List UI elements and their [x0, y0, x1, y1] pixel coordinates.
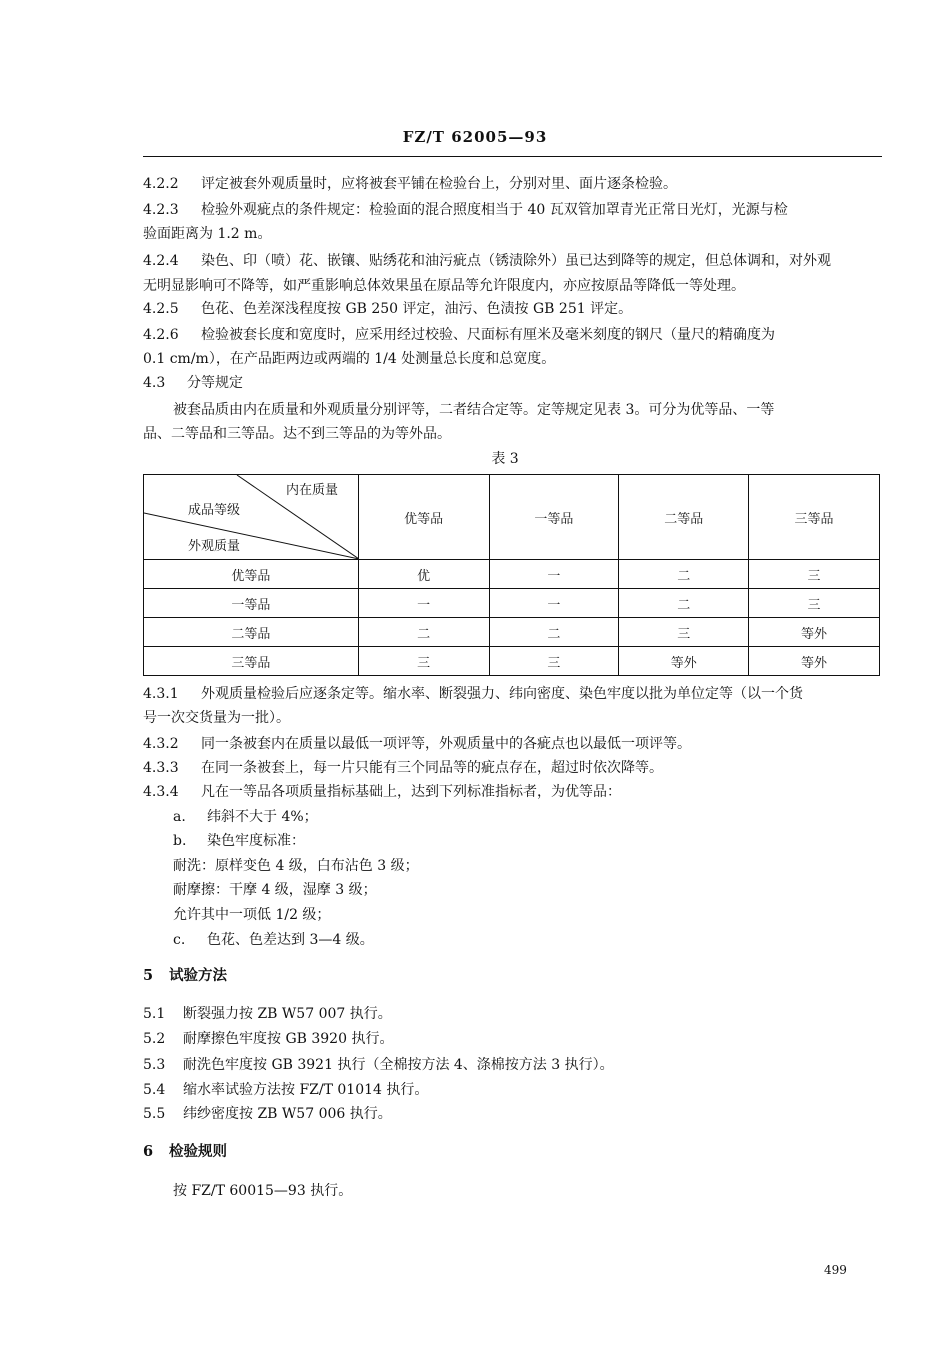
list-label: c.	[173, 932, 186, 948]
clause-4-2-4-cont: 无明显影响可不降等，如严重影响总体效果虽在原品等允许限度内，亦应按原品等降低一等处理。	[143, 278, 745, 294]
clause-5-4	[143, 1080, 883, 1100]
list-item-b	[173, 831, 913, 851]
clause-text: 同一条被套内在质量以最低一项评等，外观质量中的各疵点也以最低一项评等。	[201, 736, 691, 752]
table-cell: 等外	[619, 647, 749, 676]
list-text: 纬斜不大于 4%；	[207, 809, 318, 825]
clause-text: 检验外观疵点的条件规定：检验面的混合照度相当于 40 瓦双管加罩青光正常日光灯，光源与检	[201, 202, 788, 218]
table-corner-cell	[144, 475, 359, 560]
header-rule	[143, 156, 882, 157]
clause-text: 色花、色差深浅程度按 GB 250 评定，油污、色渍按 GB 251 评定。	[201, 301, 633, 317]
clause-4-2-6-cont: 0.1 cm/m），在产品距两边或两端的 1/4 处测量总长度和总宽度。	[143, 351, 556, 367]
list-item-b-allow: 允许其中一项低 1/2 级；	[173, 907, 331, 923]
clause-number: 5.2	[143, 1031, 166, 1047]
row-header: 三等品	[144, 647, 359, 676]
list-label: b.	[173, 833, 187, 849]
table-cell: 三	[489, 647, 619, 676]
table-cell: 一	[358, 589, 489, 618]
corner-label-grade: 成品等级	[188, 503, 241, 518]
table-cell: 二	[619, 560, 749, 589]
clause-5-5	[143, 1104, 883, 1124]
clause-text: 耐洗色牢度按 GB 3921 执行（全棉按方法 4、涤棉按方法 3 执行）。	[183, 1057, 614, 1073]
table-cell: 二	[358, 618, 489, 647]
row-header: 一等品	[144, 589, 359, 618]
table-cell: 三	[358, 647, 489, 676]
section-title: 分等规定	[187, 375, 243, 391]
clause-text: 耐摩擦色牢度按 GB 3920 执行。	[183, 1031, 394, 1047]
clause-4-3-4	[143, 782, 883, 802]
clause-4-2-2	[143, 174, 883, 194]
page-number: 499	[824, 1263, 847, 1277]
clause-4-2-5	[143, 299, 883, 319]
clause-number: 4.3.3	[143, 760, 179, 776]
row-header: 二等品	[144, 618, 359, 647]
clause-number: 5.4	[143, 1082, 166, 1098]
list-item-b-rub: 耐摩擦：干摩 4 级，湿摩 3 级；	[173, 882, 377, 898]
clause-number: 4.3.1	[143, 686, 179, 702]
clause-number: 4.2.2	[143, 176, 179, 192]
column-header: 优等品	[358, 475, 489, 560]
clause-number: 5.5	[143, 1106, 166, 1122]
clause-text: 断裂强力按 ZB W57 007 执行。	[183, 1006, 392, 1022]
section-5	[143, 966, 883, 986]
section-number: 5	[143, 967, 154, 984]
paragraph-grading-cont: 品、二等品和三等品。达不到三等品的为等外品。	[143, 426, 451, 442]
clause-5-3	[143, 1055, 883, 1075]
table-cell: 三	[749, 560, 880, 589]
table-row	[144, 560, 880, 589]
list-label: a.	[173, 809, 186, 825]
corner-label-inner-quality: 内在质量	[286, 483, 339, 498]
table-cell: 一	[489, 560, 619, 589]
clause-5-1	[143, 1004, 883, 1024]
clause-number: 5.3	[143, 1057, 166, 1073]
clause-4-3-1-cont: 号一次交货量为一批）。	[143, 710, 290, 726]
column-header: 一等品	[489, 475, 619, 560]
clause-text: 凡在一等品各项质量指标基础上，达到下列标准指标者，为优等品：	[201, 784, 621, 800]
column-header: 二等品	[619, 475, 749, 560]
table-cell: 二	[619, 589, 749, 618]
clause-text: 在同一条被套上，每一片只能有三个同品等的疵点存在，超过时依次降等。	[201, 760, 663, 776]
list-item-a	[173, 807, 913, 827]
list-item-c	[173, 930, 913, 950]
clause-number: 5.1	[143, 1006, 166, 1022]
table-caption: 表 3	[491, 451, 519, 467]
table-cell: 三	[749, 589, 880, 618]
table-cell: 优	[358, 560, 489, 589]
list-text: 色花、色差达到 3—4 级。	[207, 932, 374, 948]
list-text: 染色牢度标准：	[207, 833, 305, 849]
clause-4-3-2	[143, 734, 883, 754]
clause-number: 4.2.6	[143, 327, 179, 343]
clause-number: 4.2.3	[143, 202, 179, 218]
clause-5-2	[143, 1029, 883, 1049]
clause-text: 染色、印（喷）花、嵌镶、贴绣花和油污疵点（锈渍除外）虽已达到降等的规定，但总体调和，对外观	[201, 253, 831, 269]
paragraph-grading: 被套品质由内在质量和外观质量分别评等，二者结合定等。定等规定见表 3。可分为优等品、一等	[173, 402, 775, 418]
grade-table	[143, 474, 880, 676]
table-row	[144, 618, 880, 647]
clause-4-2-3	[143, 200, 883, 220]
table-header-row	[144, 475, 880, 560]
table-row	[144, 589, 880, 618]
table-cell: 一	[489, 589, 619, 618]
table-cell: 等外	[749, 618, 880, 647]
table-row	[144, 647, 880, 676]
clause-text: 外观质量检验后应逐条定等。缩水率、断裂强力、纬向密度、染色牢度以批为单位定等（以一个货	[201, 686, 803, 702]
table-cell: 三	[619, 618, 749, 647]
table-cell: 等外	[749, 647, 880, 676]
section-number: 4.3	[143, 375, 166, 391]
paragraph-inspection-rules: 按 FZ/T 60015—93 执行。	[173, 1183, 353, 1199]
section-4-3	[143, 373, 883, 393]
clause-number: 4.2.4	[143, 253, 179, 269]
column-header: 三等品	[749, 475, 880, 560]
clause-text: 纬纱密度按 ZB W57 006 执行。	[183, 1106, 392, 1122]
clause-text: 评定被套外观质量时，应将被套平铺在检验台上，分别对里、面片逐条检验。	[201, 176, 677, 192]
list-item-b-wash: 耐洗：原样变色 4 级，白布沾色 3 级；	[173, 858, 419, 874]
clause-text: 检验被套长度和宽度时，应采用经过校验、尺面标有厘米及毫米刻度的钢尺（量尺的精确度为	[201, 327, 775, 343]
clause-number: 4.2.5	[143, 301, 179, 317]
clause-4-3-3	[143, 758, 883, 778]
section-6	[143, 1142, 883, 1162]
section-title: 试验方法	[169, 967, 227, 984]
clause-4-3-1	[143, 684, 883, 704]
section-title: 检验规则	[169, 1143, 227, 1160]
clause-4-2-6	[143, 325, 883, 345]
row-header: 优等品	[144, 560, 359, 589]
corner-label-appearance-quality: 外观质量	[188, 539, 241, 554]
clause-4-2-3-cont: 验面距离为 1.2 m。	[143, 226, 272, 242]
clause-number: 4.3.2	[143, 736, 179, 752]
clause-number: 4.3.4	[143, 784, 179, 800]
table-cell: 二	[489, 618, 619, 647]
clause-4-2-4	[143, 251, 883, 271]
page-header: FZ/T 62005—93	[402, 128, 548, 146]
section-number: 6	[143, 1143, 154, 1160]
clause-text: 缩水率试验方法按 FZ/T 01014 执行。	[183, 1082, 429, 1098]
